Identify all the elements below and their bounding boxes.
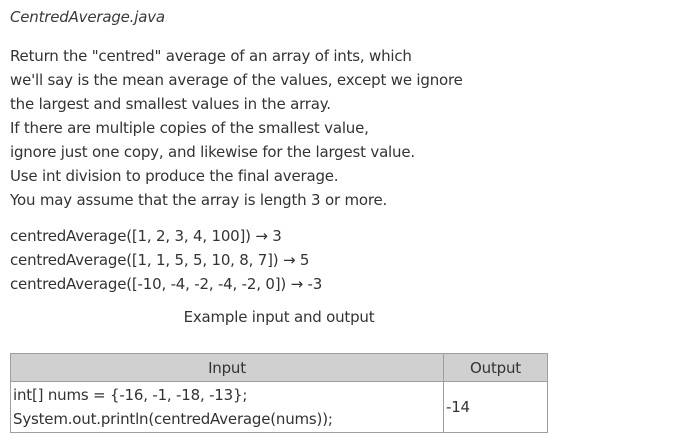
input-code-line: int[] nums = {-16, -1, -18, -13}; [13, 386, 248, 404]
description-line: the largest and smallest values in the array. [10, 95, 331, 113]
description-line: Use int division to produce the final average. [10, 167, 339, 185]
table-row [11, 382, 548, 433]
output-cell: -14 [444, 382, 548, 433]
example-line: centredAverage([1, 2, 3, 4, 100]) → 3 [10, 227, 282, 245]
file-title: CentredAverage.java [10, 8, 165, 26]
example-line: centredAverage([1, 1, 5, 5, 10, 8, 7]) → 5 [10, 251, 310, 269]
table-caption: Example input and output [183, 308, 375, 326]
input-column-header: Input [11, 354, 444, 382]
example-io-table [10, 353, 548, 433]
problem-description [10, 44, 690, 212]
output-column-header: Output [444, 354, 548, 382]
description-line: Return the "centred" average of an array of ints, which [10, 47, 412, 65]
description-line: If there are multiple copies of the smallest value, [10, 119, 369, 137]
description-line: ignore just one copy, and likewise for the largest value. [10, 143, 415, 161]
table-header-row [11, 354, 548, 382]
description-line: we'll say is the mean average of the values, except we ignore [10, 71, 463, 89]
example-line: centredAverage([-10, -4, -2, -4, -2, 0]) → -3 [10, 275, 323, 293]
examples-list [10, 224, 322, 296]
input-cell [11, 382, 444, 433]
description-line: You may assume that the array is length 3 or more. [10, 191, 388, 209]
input-code-line: System.out.println(centredAverage(nums)); [13, 410, 333, 428]
